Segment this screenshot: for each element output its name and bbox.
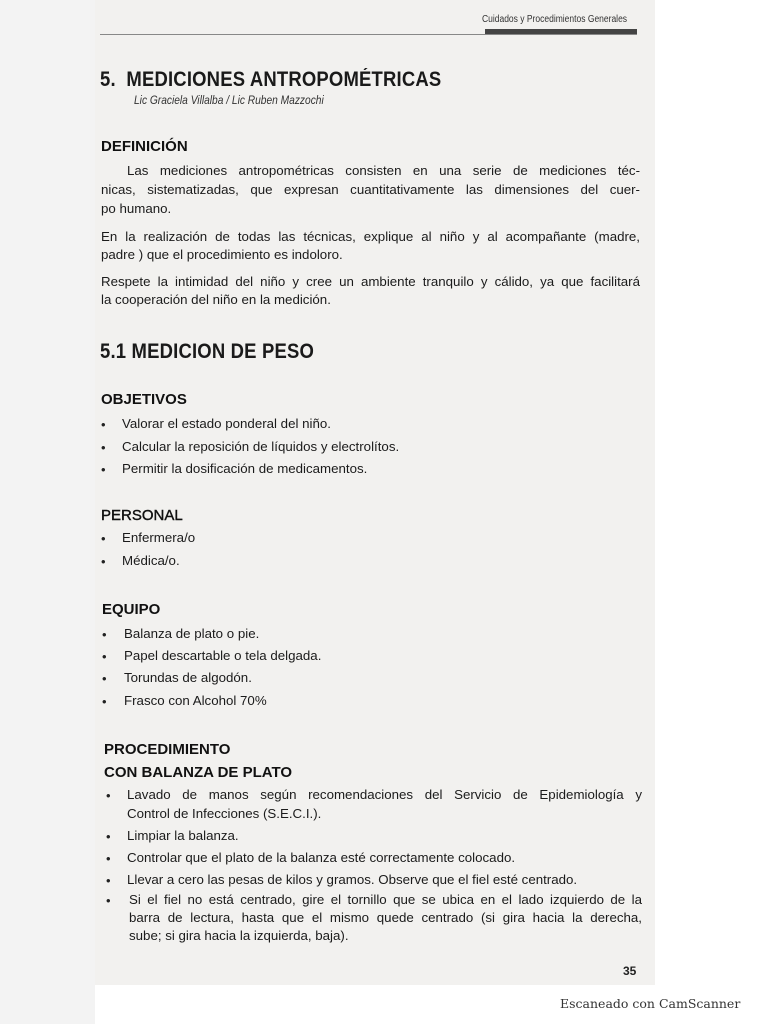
procedure-step-5-line-2: barra de lectura, hasta que el mismo quede centrado (si gira hacia la derecha,	[129, 910, 642, 925]
objective-item: Calcular la reposición de líquidos y electrolítos.	[122, 439, 400, 454]
definition-p2-line-2: padre ) que el procedimiento es indoloro.	[101, 247, 343, 262]
equipment-item: Torundas de algodón.	[124, 670, 252, 685]
procedure-step-1-line-2: Control de Infecciones (S.E.C.I.).	[127, 806, 322, 821]
procedure-step-5-line-3: sube; si gira hacia la izquierda, baja).	[129, 928, 349, 943]
section-title	[100, 68, 441, 92]
scanner-watermark: Escaneado con CamScanner	[560, 996, 741, 1011]
procedure-step-5-line-1: Si el fiel no está centrado, gire el tornillo que se ubica en el lado izquierdo de la	[129, 892, 642, 907]
procedure-subheading: CON BALANZA DE PLATO	[104, 764, 293, 781]
subsection-heading: MEDICION DE PESO	[131, 340, 315, 363]
bullet-icon: •	[102, 627, 107, 642]
bullet-icon: •	[101, 462, 106, 477]
bullet-icon: •	[106, 788, 111, 803]
equipment-item: Balanza de plato o pie.	[124, 626, 260, 641]
definition-line-1: Las mediciones antropométricas consisten en una serie de mediciones téc-	[127, 163, 640, 178]
objectives-heading: OBJETIVOS	[101, 391, 187, 408]
bullet-icon: •	[102, 671, 107, 686]
equipment-heading: EQUIPO	[102, 601, 161, 618]
section-heading: MEDICIONES ANTROPOMÉTRICAS	[126, 68, 442, 91]
definition-p3-line-1: Respete la intimidad del niño y cree un ambiente tranquilo y cálido, ya que facilitará	[101, 274, 640, 289]
bullet-icon: •	[101, 440, 106, 455]
bullet-icon: •	[106, 851, 111, 866]
objective-item: Permitir la dosificación de medicamentos.	[122, 461, 368, 476]
page-number: 35	[623, 964, 637, 978]
definition-p2-line-1: En la realización de todas las técnicas, explique al niño y al acompañante (madre,	[101, 229, 640, 244]
subsection-number: 5.1	[100, 340, 127, 363]
page-margin	[0, 0, 95, 1024]
definition-heading: DEFINICIÓN	[101, 138, 188, 155]
definition-line-2: nicas, sistematizadas, que expresan cuantitativamente las dimensiones del cuer-	[101, 182, 640, 197]
bullet-icon: •	[101, 417, 106, 432]
personal-heading: PERSONAL	[101, 507, 183, 524]
subsection-title	[100, 340, 314, 364]
header-rule	[100, 34, 637, 35]
authors: Lic Graciela Villalba / Lic Ruben Mazzochi	[134, 93, 324, 107]
procedure-step-4: Llevar a cero las pesas de kilos y gramos. Observe que el fiel esté centrado.	[127, 872, 578, 887]
procedure-step-3: Controlar que el plato de la balanza esté correctamente colocado.	[127, 850, 516, 865]
bullet-icon: •	[102, 649, 107, 664]
running-header: Cuidados y Procedimientos Generales	[482, 14, 628, 25]
personal-item: Enfermera/o	[122, 530, 196, 545]
definition-line-3: po humano.	[101, 201, 172, 216]
bullet-icon: •	[101, 554, 106, 569]
bullet-icon: •	[101, 531, 106, 546]
procedure-heading: PROCEDIMIENTO	[104, 741, 231, 758]
bullet-icon: •	[106, 829, 111, 844]
equipment-item: Frasco con Alcohol 70%	[124, 693, 267, 708]
definition-p3-line-2: la cooperación del niño en la medición.	[101, 292, 331, 307]
bullet-icon: •	[102, 694, 107, 709]
procedure-step-1-line-1: Lavado de manos según recomendaciones del Servicio de Epidemiología y	[127, 787, 642, 802]
bullet-icon: •	[106, 893, 111, 908]
personal-item: Médica/o.	[122, 553, 180, 568]
bullet-icon: •	[106, 873, 111, 888]
procedure-step-2: Limpiar la balanza.	[127, 828, 239, 843]
equipment-item: Papel descartable o tela delgada.	[124, 648, 322, 663]
objective-item: Valorar el estado ponderal del niño.	[122, 416, 331, 431]
section-number: 5.	[100, 68, 116, 91]
